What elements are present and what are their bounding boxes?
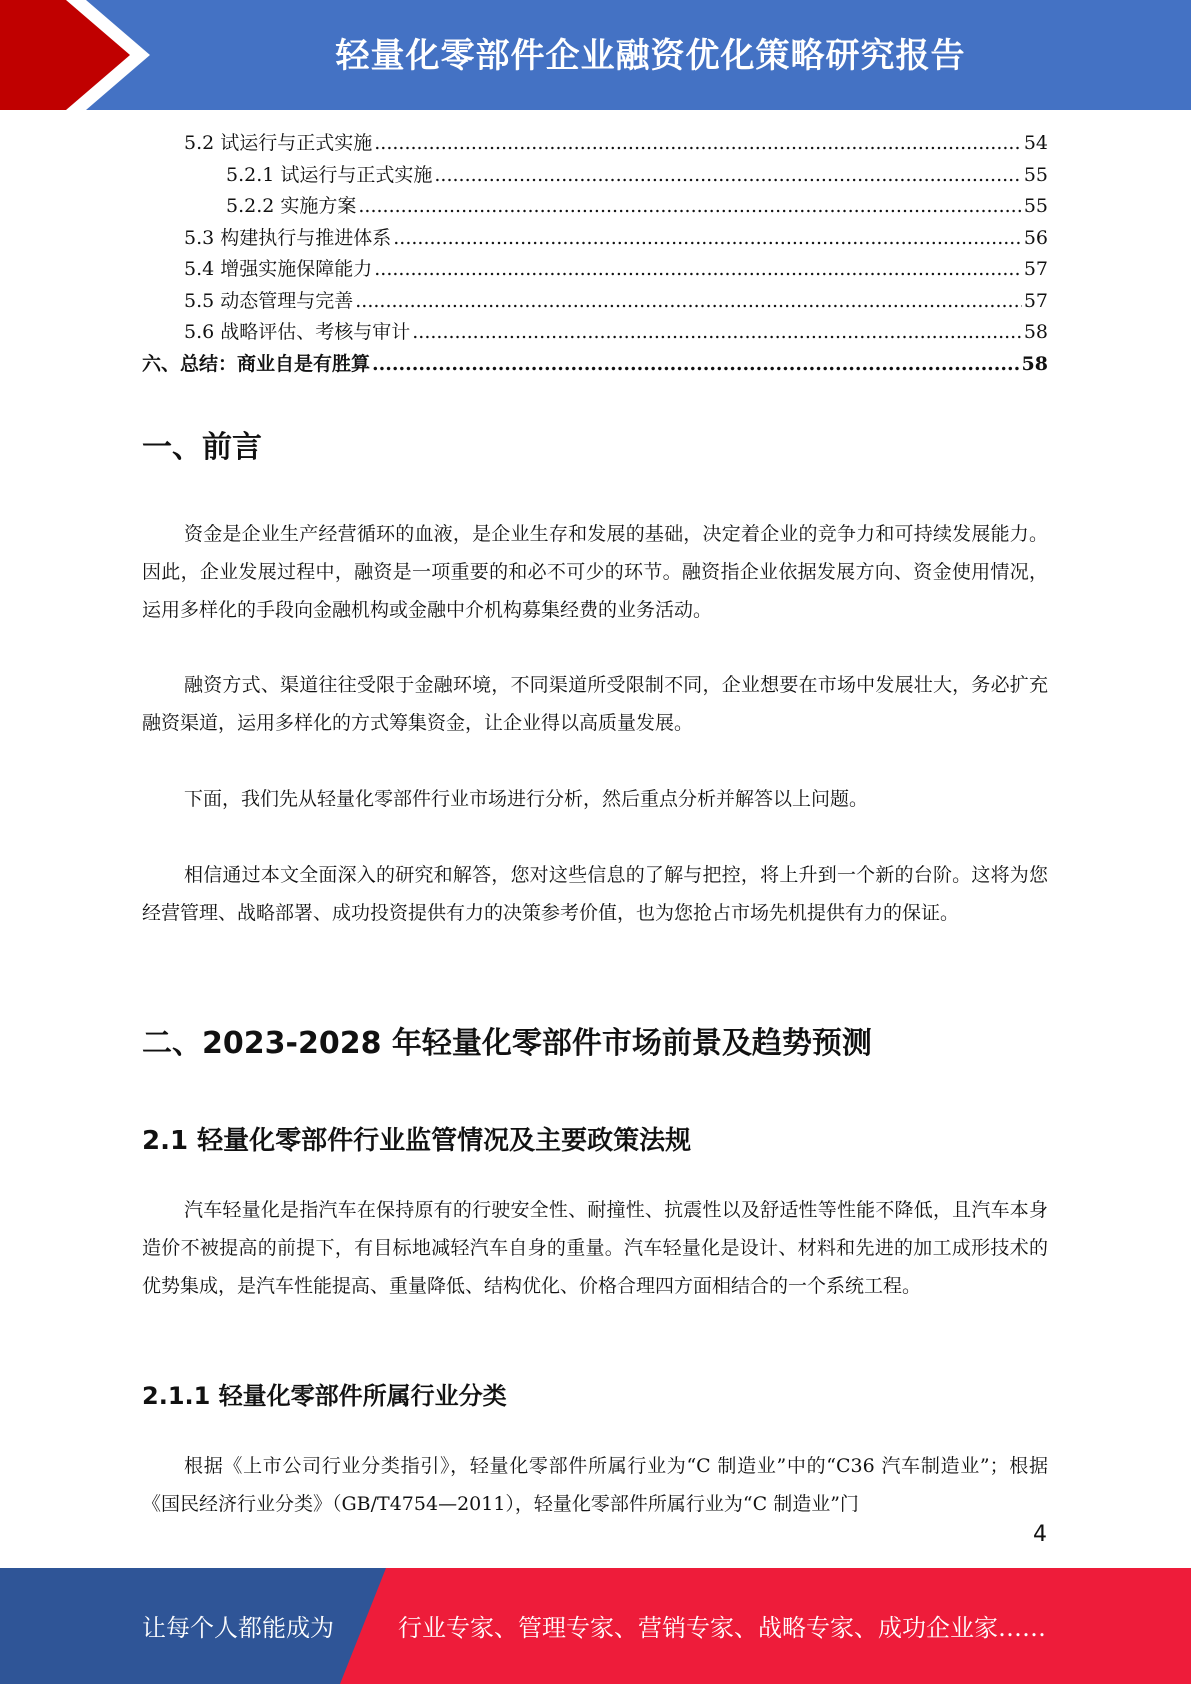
toc-item-title: 六、总结：商业自是有胜算 <box>142 352 371 375</box>
toc-item-page: 55 <box>1023 163 1048 186</box>
report-title: 轻量化零部件企业融资优化策略研究报告 <box>335 36 966 76</box>
toc-item-page: 58 <box>1021 352 1048 375</box>
paragraph: 汽车轻量化是指汽车在保持原有的行驶安全性、耐撞性、抗震性以及舒适性等性能不降低，且汽车本身造价不被提高的前提下，有目标地减轻汽车自身的重量。汽车轻量化是设计、材料和先进的加工成形技术的优势集成，是汽车性能提高、重量降低、结构优化、价格合理四方面相结合的一个系统工程。 <box>142 1199 1048 1297</box>
toc-item[interactable] <box>142 286 1048 318</box>
toc-leader <box>434 160 1021 192</box>
paragraph: 相信通过本文全面深入的研究和解答，您对这些信息的了解与把控，将上升到一个新的台阶。这将为您经营管理、战略部署、成功投资提供有力的决策参考价值，也为您抢占市场先机提供有力的保证。 <box>142 864 1048 924</box>
toc-item-title: 5.6 战略评估、考核与审计 <box>184 321 411 343</box>
toc-item-title: 5.2.2 实施方案 <box>226 195 357 217</box>
paragraph: 资金是企业生产经营循环的血液，是企业生存和发展的基础，决定着企业的竞争力和可持续发展能力。因此，企业发展过程中，融资是一项重要的和必不可少的环节。融资指企业依据发展方向、资金使用情况，运用多样化的手段向金融机构或金融中介机构募集经费的业务活动。 <box>142 523 1048 621</box>
toc-item-title: 5.4 增强实施保障能力 <box>184 258 373 280</box>
toc-leader <box>374 254 1022 286</box>
toc-leader <box>393 223 1022 255</box>
toc-item-title: 5.2.1 试运行与正式实施 <box>226 163 433 186</box>
page-number: 4 <box>1033 1522 1047 1547</box>
footer-slogan-left: 让每个人都能成为 <box>142 1614 334 1642</box>
toc-item[interactable] <box>142 254 1048 286</box>
toc-item-page: 56 <box>1023 226 1048 249</box>
toc-leader <box>412 317 1022 349</box>
toc-item-page: 57 <box>1023 289 1048 312</box>
table-of-contents <box>142 128 1048 380</box>
toc-item[interactable] <box>142 349 1048 381</box>
toc-leader <box>372 349 1020 381</box>
toc-item[interactable] <box>142 317 1048 349</box>
toc-item-page: 55 <box>1023 195 1048 217</box>
subsubsection-heading: 2.1.1 轻量化零部件所属行业分类 <box>142 1382 507 1410</box>
footer-slogan-right: 行业专家、管理专家、营销专家、战略专家、成功企业家…… <box>398 1614 1046 1642</box>
toc-leader <box>374 128 1022 160</box>
paragraph: 根据《上市公司行业分类指引》，轻量化零部件所属行业为“C 制造业”中的“C36 汽车制造业”；根据《国民经济行业分类》（GB/T4754—2011），轻量化零部件所属行业为“C 制造业”门 <box>142 1455 1048 1515</box>
toc-item-title: 5.2 试运行与正式实施 <box>184 132 373 154</box>
toc-item[interactable] <box>142 128 1048 160</box>
page-header <box>0 0 1191 110</box>
header-arrow-icon <box>0 0 140 110</box>
paragraph: 下面，我们先从轻量化零部件行业市场进行分析，然后重点分析并解答以上问题。 <box>184 788 869 810</box>
toc-leader <box>358 191 1021 223</box>
toc-item[interactable] <box>142 160 1048 192</box>
section-heading-market: 二、2023-2028 年轻量化零部件市场前景及趋势预测 <box>142 1026 872 1061</box>
toc-leader <box>355 286 1022 318</box>
paragraph: 融资方式、渠道往往受限于金融环境，不同渠道所受限制不同，企业想要在市场中发展壮大，务必扩充融资渠道，运用多样化的方式筹集资金，让企业得以高质量发展。 <box>142 674 1048 734</box>
subsection-heading: 2.1 轻量化零部件行业监管情况及主要政策法规 <box>142 1126 692 1156</box>
toc-item[interactable] <box>142 191 1048 223</box>
section-heading-preface: 一、前言 <box>142 430 262 465</box>
toc-item-page: 54 <box>1023 132 1048 154</box>
toc-item-page: 58 <box>1023 321 1048 343</box>
toc-item-title: 5.3 构建执行与推进体系 <box>184 226 392 249</box>
toc-item-page: 57 <box>1023 258 1048 280</box>
page-footer <box>0 1568 1191 1684</box>
toc-item-title: 5.5 动态管理与完善 <box>184 289 354 312</box>
toc-item[interactable] <box>142 223 1048 255</box>
